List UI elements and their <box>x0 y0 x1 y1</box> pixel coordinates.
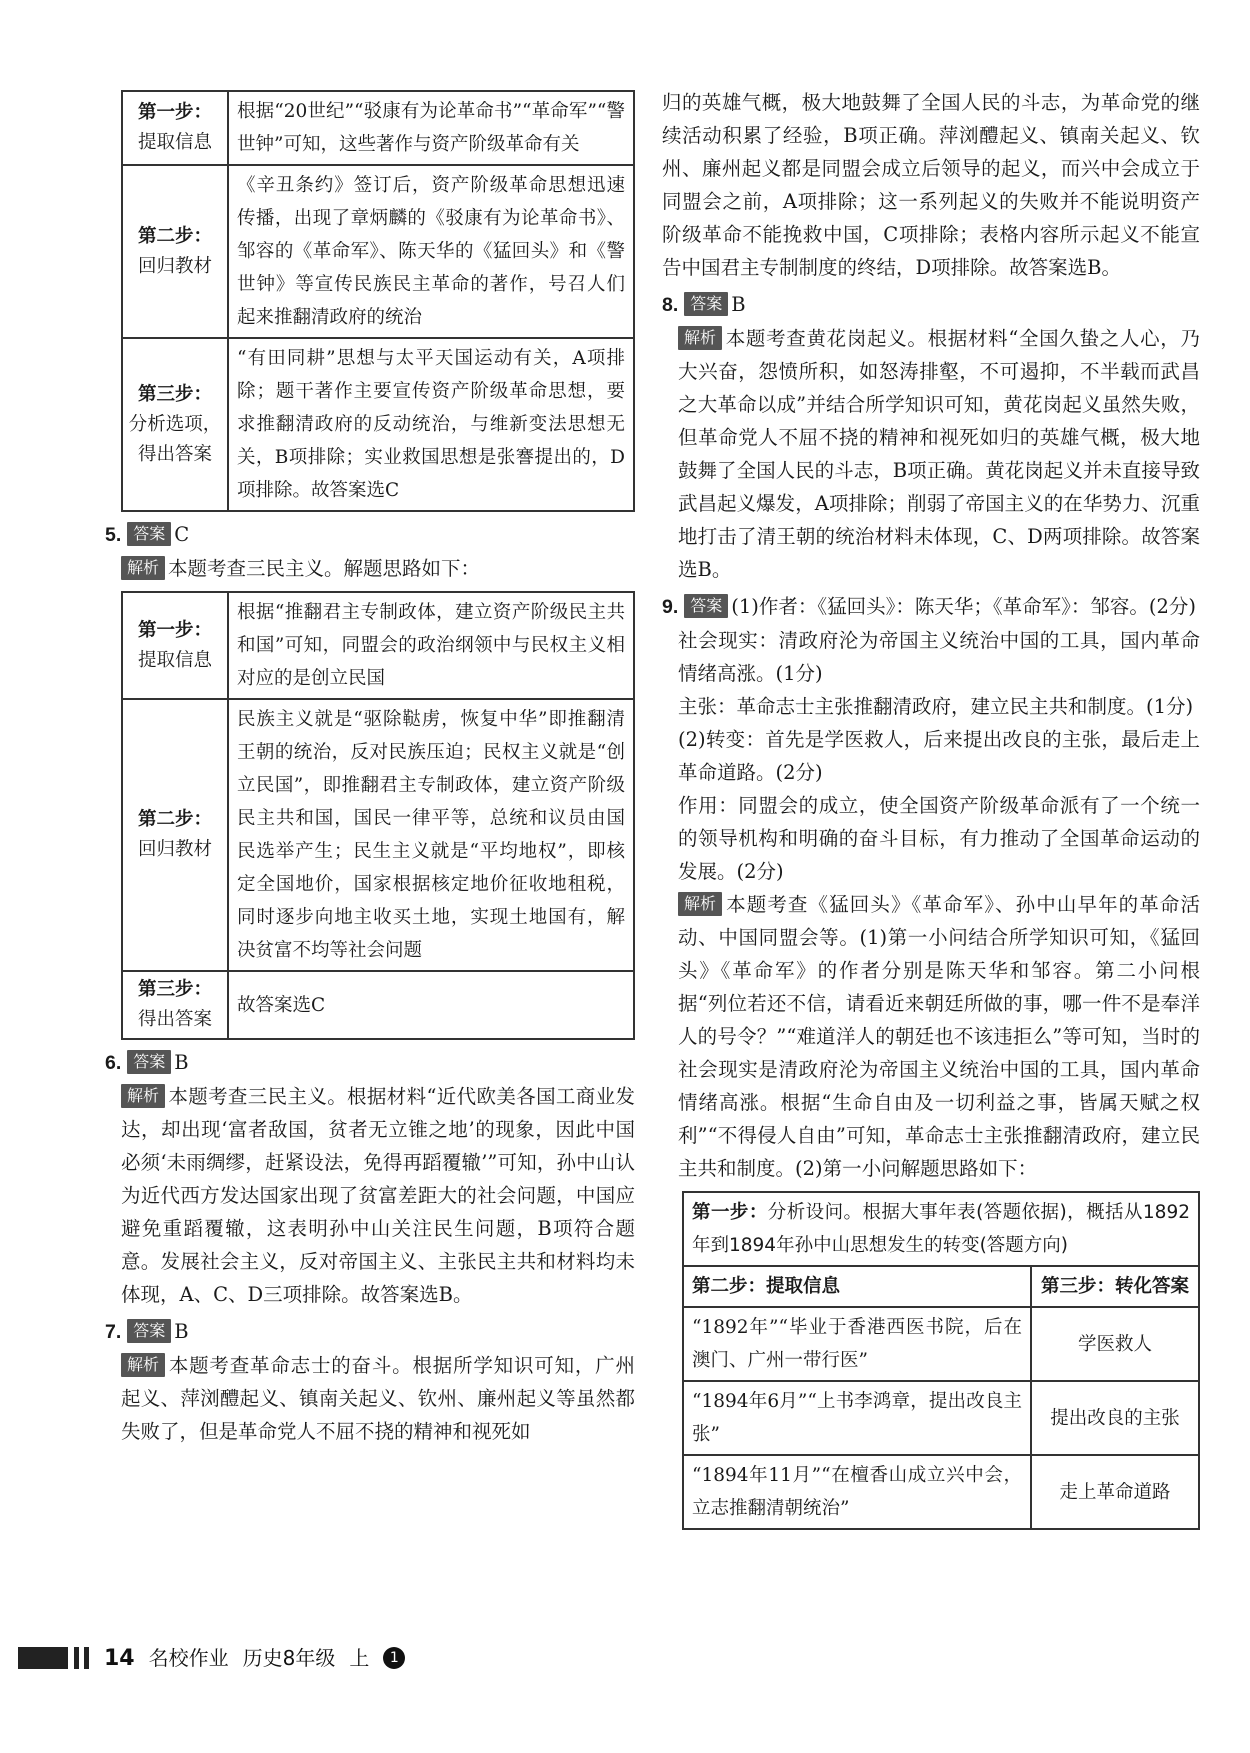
analysis-tag: 解析 <box>678 892 722 916</box>
table-row <box>122 699 634 971</box>
footer-subject: 历史8年级 <box>242 1645 336 1670</box>
step-cell <box>122 971 228 1039</box>
q9-step-table <box>682 1191 1200 1530</box>
step-title: 第二步： <box>137 225 212 247</box>
q9-answer-line-2: 社会现实：清政府沦为帝国主义统治中国的工具，国内革命情绪高涨。(1分) <box>678 629 1200 685</box>
step-sub: 得出答案 <box>137 1009 212 1030</box>
q8-answer-line <box>662 288 1200 322</box>
table-row <box>683 1455 1199 1529</box>
footer-bar-decoration <box>84 1647 89 1669</box>
step-title: 第二步： <box>137 809 212 830</box>
step-cell <box>122 338 228 511</box>
q9-answer-line-4: (2)转变：首先是学医救人，后来提出改良的主张，最后走上革命道路。(2分) <box>678 728 1200 784</box>
q5-step-table <box>121 591 635 1040</box>
q9-analysis-text: 本题考查《猛回头》《革命军》、孙中山早年的革命活动、中国同盟会等。(1)第一小问结合所学知识可知，《猛回头》《革命军》的作者分别是陈天华和邹容。第二小问根据“列位若还不信，请看近来朝廷所做的事，哪一件不是奉洋人的号令？”“难道洋人的朝廷也不该违拒么”等可知，当时的社会现实是清政府沦为帝国主义统治中国的工具，国内革命情绪高涨。根据“生命自由及一切利益之事，皆属天赋之权利”“不得侵人自由”可知，革命志士主张推翻清政府，建立民主共和制度。(2)第一小问解题思路如下： <box>678 893 1200 1180</box>
info-cell: “1892年”“毕业于香港西医书院，后在澳门、广州一带行医” <box>683 1307 1031 1381</box>
table-row <box>683 1307 1199 1381</box>
q9-answer-line <box>662 590 1200 624</box>
question-number: 6. <box>105 1052 122 1074</box>
step-cell <box>122 699 228 971</box>
step-sub: 分析选项，得出答案 <box>128 413 222 465</box>
analysis-tag: 解析 <box>121 556 165 580</box>
column-header: 第二步：提取信息 <box>683 1266 1031 1307</box>
question-number: 8. <box>662 294 679 316</box>
step-cell <box>122 592 228 699</box>
step-content: 故答案选C <box>228 971 634 1039</box>
q9-analysis <box>662 888 1200 1185</box>
step-cell <box>122 165 228 338</box>
info-cell: “1894年11月”“在檀香山成立兴中会，立志推翻清朝统治” <box>683 1455 1031 1529</box>
q5-analysis <box>105 552 635 585</box>
step-content: 《辛丑条约》签订后，资产阶级革命思想迅速传播，出现了章炳麟的《驳康有为论革命书》、邹容的《革命军》、陈天华的《猛回头》和《警世钟》等宣传民族民主革命的著作，号召人们起来推翻清政府的统治 <box>228 165 634 338</box>
q4-table-wrap <box>121 90 635 512</box>
answer-cell: 学医救人 <box>1031 1307 1199 1381</box>
step-title: 第三步： <box>137 383 212 405</box>
step-sub: 提取信息 <box>137 649 212 671</box>
answer-tag: 答案 <box>127 1319 171 1343</box>
page-footer <box>18 1636 419 1680</box>
q9-answer-line-1: (1)作者：《猛回头》：陈天华；《革命军》：邹容。(2分) <box>731 595 1197 618</box>
table-row <box>122 338 634 511</box>
table-header-row <box>683 1266 1199 1307</box>
table-row <box>683 1192 1199 1266</box>
q7-answer-line <box>105 1315 635 1349</box>
step-title: 第三步： <box>137 979 212 1000</box>
table-row <box>122 592 634 699</box>
table-row <box>683 1381 1199 1455</box>
table-row <box>122 971 634 1039</box>
q5-analysis-text: 本题考查三民主义。解题思路如下： <box>168 557 481 580</box>
step-cell <box>122 91 228 165</box>
q9-answer-line-3: 主张：革命志士主张推翻清政府，建立民主共和制度。(1分) <box>678 695 1194 718</box>
table-row <box>122 91 634 165</box>
answer-cell: 提出改良的主张 <box>1031 1381 1199 1455</box>
step-sub: 回归教材 <box>137 255 212 277</box>
question-number: 9. <box>662 596 679 618</box>
answer-cell: 走上革命道路 <box>1031 1455 1199 1529</box>
step-content: 民族主义就是“驱除鞑虏，恢复中华”即推翻清王朝的统治，反对民族压迫；民权主义就是“创立民国”，即推翻君主专制政体，建立资产阶级民主共和国，国民一律平等，总统和议员由国民选举产生；民生主义就是“平均地权”，即核定全国地价，国家根据核定地价征收地租税，同时逐步向地主收买土地，实现土地国有，解决贫富不均等社会问题 <box>228 699 634 971</box>
step1-text: 分析设问。根据大事年表(答题依据)，概括从1892年到1894年孙中山思想发生的转变(答题方向) <box>692 1202 1190 1256</box>
q7-answer: B <box>174 1320 189 1343</box>
step-title: 第一步： <box>137 102 212 123</box>
step-sub: 提取信息 <box>137 132 212 153</box>
volume-badge-icon: 1 <box>383 1647 405 1669</box>
footer-bar-decoration <box>18 1647 68 1669</box>
q8-analysis-text: 本题考查黄花岗起义。根据材料“全国久蛰之人心，乃大兴奋，怨愤所积，如怒涛排壑，不可遏抑，不半载而武昌之大革命以成”并结合所学知识可知，黄花岗起义虽然失败，但革命党人不屈不挠的精神和视死如归的英雄气概，极大地鼓舞了全国人民的斗志，B项正确。黄花岗起义并未直接导致武昌起义爆发，A项排除；削弱了帝国主义的在华势力、沉重地打击了清王朝的统治材料未体现，C、D两项排除。故答案选B。 <box>678 327 1200 581</box>
footer-bar-decoration <box>74 1647 79 1669</box>
q5-answer-line <box>105 518 635 552</box>
q7-analysis-continued: 归的英雄气概，极大地鼓舞了全国人民的斗志，为革命党的继续活动积累了经验，B项正确。萍浏醴起义、镇南关起义、钦州、廉州起义都是同盟会成立后领导的起义，而兴中会成立于同盟会之前，A项排除；这一系列起义的失败并不能说明资产阶级革命不能挽救中国，C项排除；表格内容所示起义不能宣告中国君主专制制度的终结，D项排除。故答案选B。 <box>662 91 1200 279</box>
question-number: 7. <box>105 1321 122 1343</box>
analysis-tag: 解析 <box>121 1084 165 1108</box>
answer-tag: 答案 <box>127 522 171 546</box>
q5-table-wrap <box>121 591 635 1040</box>
q6-analysis <box>105 1080 635 1311</box>
footer-volume: 上 <box>349 1645 370 1670</box>
analysis-tag: 解析 <box>678 326 722 350</box>
analysis-tag: 解析 <box>121 1353 165 1377</box>
step-title: 第一步： <box>692 1202 768 1223</box>
q6-analysis-text: 本题考查三民主义。根据材料“近代欧美各国工商业发达，却出现‘富者敌国，贫者无立锥之地’的现象，因此中国必须‘未雨绸缪，赶紧设法，免得再蹈覆辙’”可知，孙中山认为近代西方发达国家出现了贫富差距大的社会问题，中国应避免重蹈覆辙，这表明孙中山关注民生问题，B项符合题意。发展社会主义，反对帝国主义、主张民主共和材料均未体现，A、C、D三项排除。故答案选B。 <box>121 1085 635 1306</box>
q6-answer: B <box>174 1051 189 1074</box>
step-content: 根据“20世纪”“驳康有为论革命书”“革命军”“警世钟”可知，这些著作与资产阶级革命有关 <box>228 91 634 165</box>
answer-tag: 答案 <box>684 292 728 316</box>
right-column <box>662 86 1200 1536</box>
answer-tag: 答案 <box>684 594 728 618</box>
q4-step-table <box>121 90 635 512</box>
q8-answer: B <box>731 293 746 316</box>
column-header: 第三步：转化答案 <box>1031 1266 1199 1307</box>
info-cell: “1894年6月”“上书李鸿章，提出改良主张” <box>683 1381 1031 1455</box>
q9-answer-line-5: 作用：同盟会的成立，使全国资产阶级革命派有了一个统一的领导机构和明确的奋斗目标，有力推动了全国革命运动的发展。(2分) <box>678 794 1200 883</box>
question-number: 5. <box>105 524 122 546</box>
step-title: 第一步： <box>137 619 212 641</box>
footer-brand: 名校作业 <box>148 1645 229 1670</box>
q9-step1-cell <box>683 1192 1199 1266</box>
step-content: 根据“推翻君主专制政体，建立资产阶级民主共和国”可知，同盟会的政治纲领中与民权主义相对应的是创立民国 <box>228 592 634 699</box>
step-content: “有田同耕”思想与太平天国运动有关，A项排除；题干著作主要宣传资产阶级革命思想，要求推翻清政府的反动统治，与维新变法思想无关，B项排除；实业救国思想是张謇提出的，D项排除。故答案选C <box>228 338 634 511</box>
q9-table-wrap <box>682 1191 1200 1530</box>
q5-answer: C <box>174 523 190 546</box>
table-row <box>122 165 634 338</box>
q7-analysis <box>105 1349 635 1448</box>
q7-analysis-text: 本题考查革命志士的奋斗。根据所学知识可知，广州起义、萍浏醴起义、镇南关起义、钦州、廉州起义等虽然都失败了，但是革命党人不屈不挠的精神和视死如 <box>121 1354 635 1443</box>
left-column <box>105 90 635 1448</box>
q8-analysis <box>662 322 1200 586</box>
q6-answer-line <box>105 1046 635 1080</box>
page-number: 14 <box>104 1645 135 1671</box>
step-sub: 回归教材 <box>137 839 212 860</box>
answer-tag: 答案 <box>127 1050 171 1074</box>
